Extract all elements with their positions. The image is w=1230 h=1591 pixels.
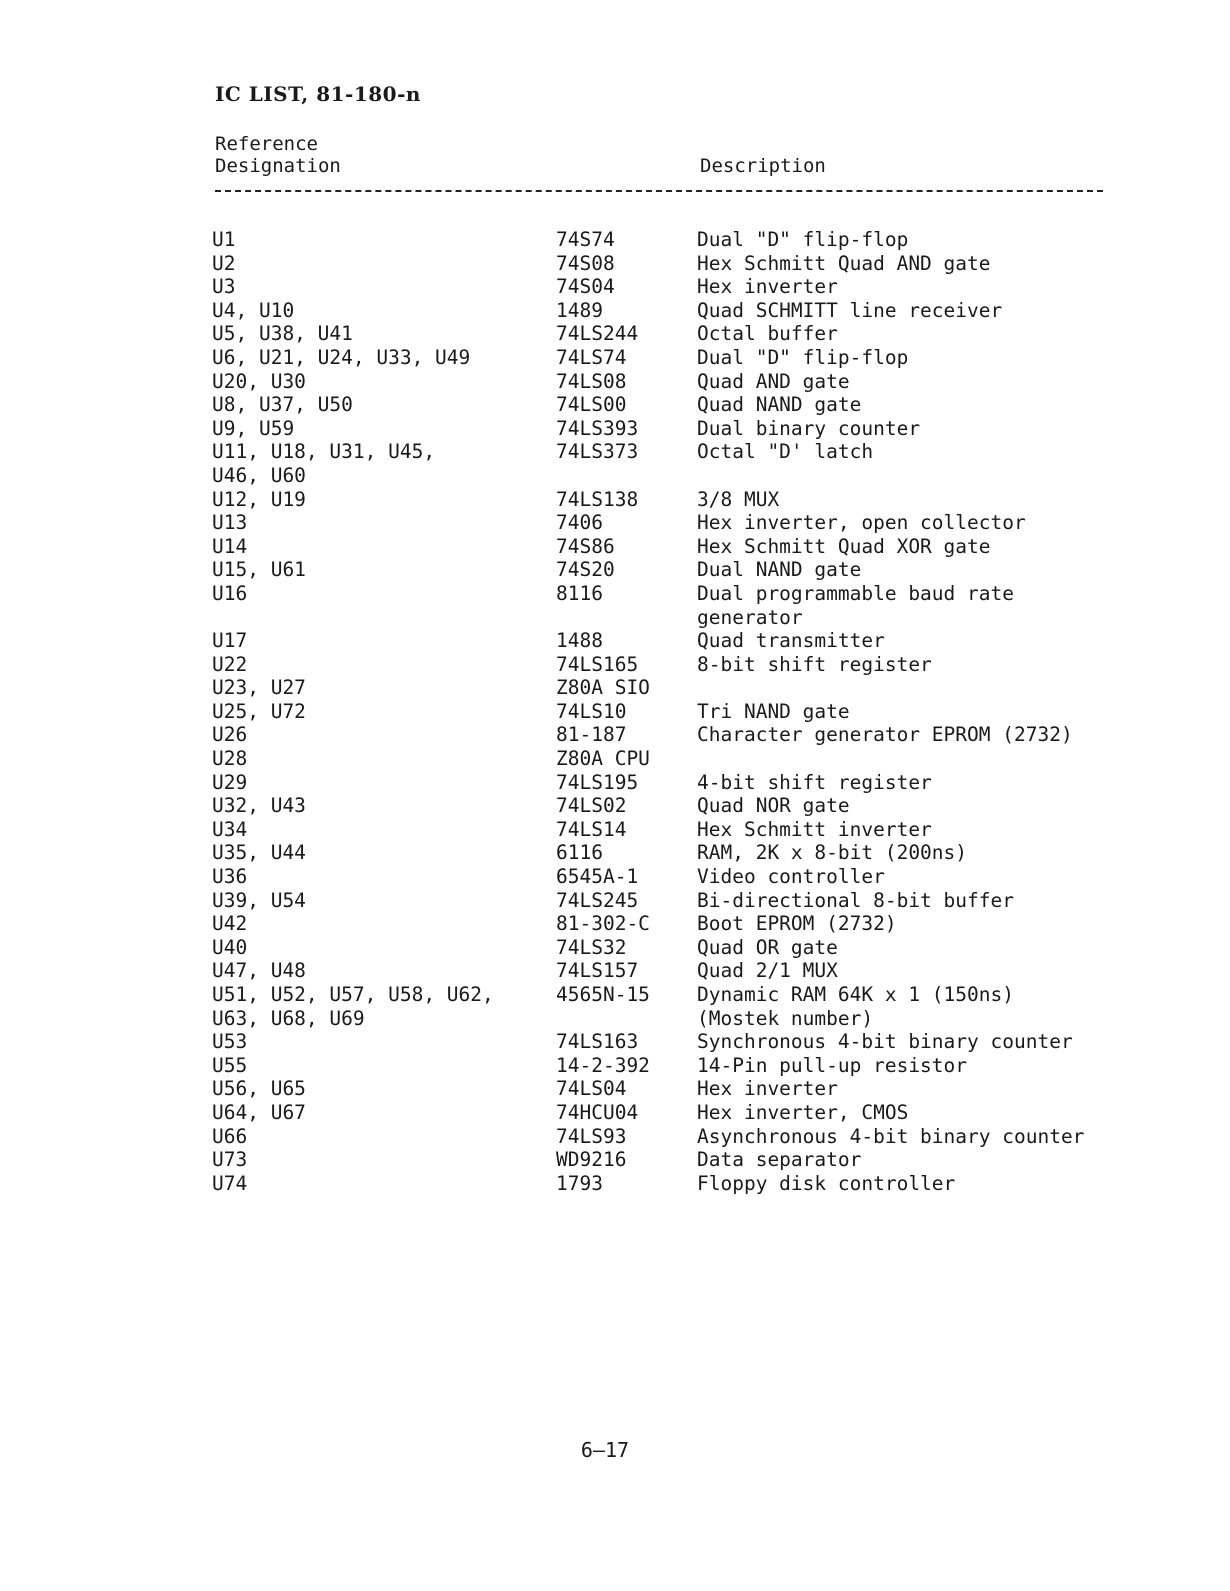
- description-cell: Dynamic RAM 64K x 1 (150ns): [697, 983, 1014, 1006]
- description-cell: Quad transmitter: [697, 629, 885, 653]
- description-cell: Hex Schmitt Quad XOR gate: [697, 534, 991, 558]
- page-footer: [0, 1438, 1230, 1462]
- table-row: [0, 653, 1230, 677]
- reference-cell: U32, U43: [212, 794, 306, 818]
- table-row: [0, 370, 1230, 394]
- description-cell: Character generator EPROM (2732): [697, 723, 1073, 747]
- part-number-cell: 81-187: [556, 723, 627, 747]
- part-number-cell: 74LS02: [556, 794, 627, 818]
- part-number-cell: 74S04: [556, 275, 615, 299]
- table-row: [0, 912, 1230, 936]
- part-number-cell: 74LS245: [556, 888, 639, 912]
- description-cell: Quad AND gate: [697, 369, 850, 393]
- reference-cell: U20, U30: [212, 369, 306, 393]
- part-number-cell: WD9216: [556, 1148, 627, 1172]
- part-number-cell: 74LS244: [556, 322, 639, 346]
- reference-cell: U1: [212, 228, 236, 251]
- description-cell: Dual programmable baud rate: [697, 581, 1014, 605]
- description-cell: 4-bit shift register: [697, 770, 932, 794]
- reference-cell: U8, U37, U50: [212, 393, 353, 417]
- page-title: IC LIST, 81-180-n: [215, 82, 421, 106]
- part-number-cell: 74LS32: [556, 935, 627, 959]
- description-cell: (Mostek number): [697, 1006, 874, 1030]
- reference-cell: U5, U38, U41: [212, 322, 353, 346]
- table-row: [0, 841, 1230, 865]
- table-row: [0, 558, 1230, 582]
- description-cell: Hex inverter: [697, 275, 838, 299]
- description-cell: Octal buffer: [697, 322, 838, 346]
- part-number-cell: 74HCU04: [556, 1100, 639, 1124]
- description-cell: Quad OR gate: [697, 935, 838, 959]
- table-row: [0, 299, 1230, 323]
- reference-cell: U25, U72: [212, 699, 306, 723]
- description-cell: Video controller: [697, 865, 885, 889]
- part-number-cell: 74LS00: [556, 393, 627, 417]
- description-cell: generator: [697, 605, 803, 629]
- table-row: [0, 959, 1230, 983]
- part-number-cell: 1793: [556, 1171, 603, 1195]
- part-number-cell: 74LS74: [556, 345, 627, 369]
- reference-cell: U42: [212, 912, 248, 936]
- table-row: [0, 440, 1230, 464]
- description-cell: Floppy disk controller: [697, 1171, 956, 1195]
- description-cell: Quad NOR gate: [697, 794, 850, 818]
- table-row: [0, 535, 1230, 559]
- ic-list-table: [0, 228, 1230, 1195]
- reference-cell: U11, U18, U31, U45,: [212, 440, 436, 464]
- table-row: [0, 936, 1230, 960]
- table-row: [0, 417, 1230, 441]
- reference-designation-header: [215, 133, 341, 177]
- table-row: [0, 723, 1230, 747]
- table-row: [0, 511, 1230, 535]
- reference-cell: U9, U59: [212, 416, 295, 440]
- table-row: [0, 582, 1230, 606]
- part-number-cell: 74S08: [556, 251, 615, 275]
- reference-cell: U47, U48: [212, 959, 306, 983]
- part-number-cell: 6116: [556, 841, 603, 865]
- reference-cell: U51, U52, U57, U58, U62,: [212, 983, 494, 1006]
- table-row: [0, 676, 1230, 700]
- table-row: [0, 1054, 1230, 1078]
- table-row: [0, 818, 1230, 842]
- description-cell: Data separator: [697, 1148, 862, 1172]
- part-number-cell: 1488: [556, 629, 603, 653]
- reference-header-line1: Reference: [215, 133, 318, 155]
- reference-cell: U63, U68, U69: [212, 1006, 365, 1030]
- table-row: [0, 346, 1230, 370]
- description-cell: Asynchronous 4-bit binary counter: [697, 1124, 1085, 1148]
- reference-cell: U35, U44: [212, 841, 306, 865]
- reference-cell: U4, U10: [212, 298, 295, 322]
- description-cell: Tri NAND gate: [697, 699, 850, 723]
- description-cell: Dual NAND gate: [697, 558, 862, 582]
- reference-header-line2: Designation: [215, 155, 341, 177]
- part-number-cell: 81-302-C: [556, 912, 650, 936]
- table-row: [0, 322, 1230, 346]
- part-number-cell: 74LS157: [556, 959, 639, 983]
- table-row: [0, 983, 1230, 1007]
- description-cell: 3/8 MUX: [697, 487, 780, 511]
- reference-cell: U53: [212, 1030, 248, 1054]
- description-cell: Quad SCHMITT line receiver: [697, 298, 1003, 322]
- part-number-cell: 74S86: [556, 534, 615, 558]
- part-number-cell: 74LS08: [556, 369, 627, 393]
- part-number-cell: 74LS138: [556, 487, 639, 511]
- part-number-cell: 74LS14: [556, 817, 627, 841]
- part-number-cell: 74LS195: [556, 770, 639, 794]
- reference-cell: U14: [212, 534, 248, 558]
- table-row: [0, 1101, 1230, 1125]
- reference-cell: U56, U65: [212, 1077, 306, 1101]
- reference-cell: U66: [212, 1124, 248, 1148]
- description-cell: Octal "D' latch: [697, 440, 874, 464]
- description-cell: 14-Pin pull-up resistor: [697, 1053, 968, 1077]
- part-number-cell: 74S74: [556, 228, 615, 251]
- reference-cell: U3: [212, 275, 236, 299]
- part-number-cell: 74LS393: [556, 416, 639, 440]
- description-cell: 8-bit shift register: [697, 652, 932, 676]
- description-cell: Dual binary counter: [697, 416, 921, 440]
- reference-cell: U28: [212, 747, 248, 771]
- part-number-cell: Z80A SIO: [556, 676, 650, 700]
- part-number-cell: 74S20: [556, 558, 615, 582]
- table-row: [0, 771, 1230, 795]
- description-cell: Bi-directional 8-bit buffer: [697, 888, 1014, 912]
- table-row: [0, 865, 1230, 889]
- part-number-cell: 14-2-392: [556, 1053, 650, 1077]
- part-number-cell: 8116: [556, 581, 603, 605]
- table-row: [0, 1007, 1230, 1031]
- part-number-cell: Z80A CPU: [556, 747, 650, 771]
- part-number-cell: 7406: [556, 511, 603, 535]
- table-row: [0, 606, 1230, 630]
- header-divider: [215, 190, 1103, 192]
- part-number-cell: 6545A-1: [556, 865, 639, 889]
- description-cell: Synchronous 4-bit binary counter: [697, 1030, 1073, 1054]
- table-row: [0, 794, 1230, 818]
- reference-cell: U26: [212, 723, 248, 747]
- reference-cell: U74: [212, 1171, 248, 1195]
- part-number-cell: 74LS163: [556, 1030, 639, 1054]
- table-row: [0, 1172, 1230, 1196]
- table-row: [0, 1125, 1230, 1149]
- reference-cell: U29: [212, 770, 248, 794]
- reference-cell: U40: [212, 935, 248, 959]
- reference-cell: U39, U54: [212, 888, 306, 912]
- table-row: [0, 629, 1230, 653]
- part-number-cell: 4565N-15: [556, 983, 650, 1006]
- reference-cell: U46, U60: [212, 463, 306, 487]
- description-cell: Quad NAND gate: [697, 393, 862, 417]
- table-row: [0, 889, 1230, 913]
- reference-cell: U73: [212, 1148, 248, 1172]
- reference-cell: U36: [212, 865, 248, 889]
- table-row: [0, 700, 1230, 724]
- reference-cell: U15, U61: [212, 558, 306, 582]
- description-cell: Quad 2/1 MUX: [697, 959, 838, 983]
- reference-cell: U6, U21, U24, U33, U49: [212, 345, 471, 369]
- description-header: Description: [700, 155, 826, 177]
- reference-cell: U64, U67: [212, 1100, 306, 1124]
- table-row: [0, 228, 1230, 252]
- description-cell: Dual "D" flip-flop: [697, 345, 909, 369]
- description-cell: Hex inverter, open collector: [697, 511, 1026, 535]
- table-row: [0, 393, 1230, 417]
- description-cell: Hex inverter: [697, 1077, 838, 1101]
- reference-cell: U2: [212, 251, 236, 275]
- part-number-cell: 74LS04: [556, 1077, 627, 1101]
- table-row: [0, 1077, 1230, 1101]
- table-row: [0, 488, 1230, 512]
- part-number-cell: 74LS373: [556, 440, 639, 464]
- table-row: [0, 275, 1230, 299]
- reference-cell: U16: [212, 581, 248, 605]
- description-cell: Hex inverter, CMOS: [697, 1100, 909, 1124]
- reference-cell: U22: [212, 652, 248, 676]
- description-cell: Dual "D" flip-flop: [697, 228, 909, 251]
- page-number: 6—17: [580, 1438, 630, 1462]
- table-row: [0, 747, 1230, 771]
- part-number-cell: 1489: [556, 298, 603, 322]
- table-row: [0, 464, 1230, 488]
- reference-cell: U13: [212, 511, 248, 535]
- description-cell: Hex Schmitt inverter: [697, 817, 932, 841]
- table-row: [0, 1030, 1230, 1054]
- part-number-cell: 74LS10: [556, 699, 627, 723]
- description-cell: RAM, 2K x 8-bit (200ns): [697, 841, 968, 865]
- reference-cell: U17: [212, 629, 248, 653]
- table-row: [0, 252, 1230, 276]
- reference-cell: U23, U27: [212, 676, 306, 700]
- reference-cell: U55: [212, 1053, 248, 1077]
- part-number-cell: 74LS165: [556, 652, 639, 676]
- part-number-cell: 74LS93: [556, 1124, 627, 1148]
- description-cell: Hex Schmitt Quad AND gate: [697, 251, 991, 275]
- reference-cell: U12, U19: [212, 487, 306, 511]
- table-row: [0, 1148, 1230, 1172]
- description-cell: Boot EPROM (2732): [697, 912, 897, 936]
- reference-cell: U34: [212, 817, 248, 841]
